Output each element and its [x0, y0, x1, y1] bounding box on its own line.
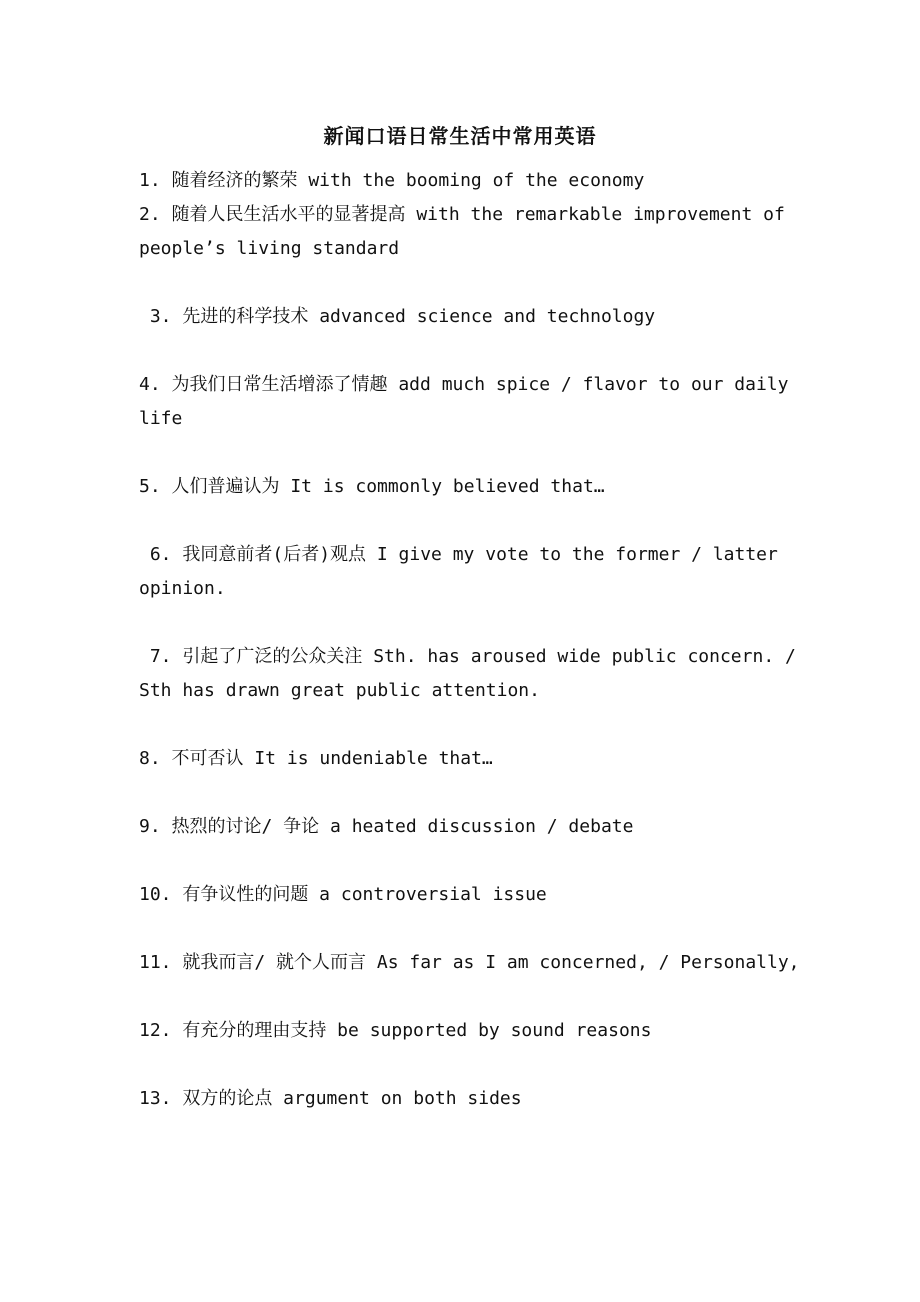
phrase-list: [139, 164, 829, 1116]
list-item-12: 12. 有充分的理由支持 be supported by sound reasons: [139, 1020, 652, 1041]
list-item-8: 8. 不可否认 It is undeniable that…: [139, 748, 493, 769]
list-item-4: 4. 为我们日常生活增添了情趣 add much spice / flavor to our daily life: [139, 374, 800, 429]
list-item-6: 6. 我同意前者(后者)观点 I give my vote to the former / latter opinion.: [139, 544, 789, 599]
list-item-7: 7. 引起了广泛的公众关注 Sth. has aroused wide public concern. / Sth has drawn great public attention.: [139, 646, 807, 701]
list-item-10: 10. 有争议性的问题 a controversial issue: [139, 884, 547, 905]
list-item-1: 1. 随着经济的繁荣 with the booming of the economy: [139, 170, 645, 191]
page-title: 新闻口语日常生活中常用英语: [323, 124, 597, 148]
list-item-3: 3. 先进的科学技术 advanced science and technology: [139, 306, 656, 327]
list-item-2: 2. 随着人民生活水平的显著提高 with the remarkable improvement of people’s living standard: [139, 204, 796, 259]
list-item-11: 11. 就我而言/ 就个人而言 As far as I am concerned, / Personally,: [139, 952, 800, 973]
list-item-13: 13. 双方的论点 argument on both sides: [139, 1088, 522, 1109]
list-item-5: 5. 人们普遍认为 It is commonly believed that…: [139, 476, 605, 497]
list-item-9: 9. 热烈的讨论/ 争论 a heated discussion / debate: [139, 816, 634, 837]
